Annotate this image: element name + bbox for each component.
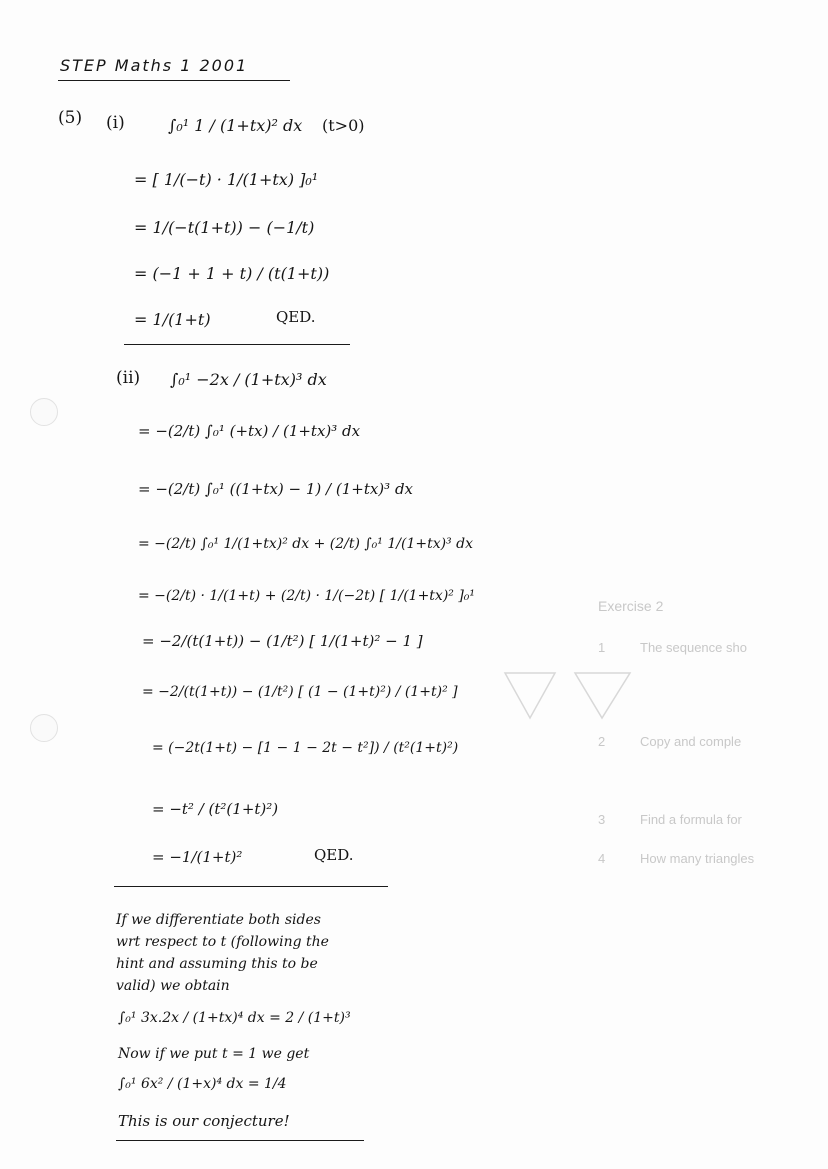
- part-i-step: = 1/(1+t): [134, 310, 211, 329]
- part-i-qed: QED.: [276, 308, 316, 326]
- punch-hole-bottom: [30, 714, 58, 742]
- ghost-item-text: The sequence sho: [640, 640, 747, 655]
- part-ii-qed: QED.: [314, 846, 354, 864]
- part-iii-text-line: hint and assuming this to be: [116, 956, 318, 972]
- part-ii-step: = −(2/t) · 1/(1+t) + (2/t) · 1/(−2t) [ 1/(1+tx)² ]₀¹: [138, 588, 476, 604]
- punch-hole-top: [30, 398, 58, 426]
- part-iii-text-line: If we differentiate both sides: [116, 912, 321, 928]
- part-i-integral: ∫₀¹ 1 / (1+tx)² dx: [168, 116, 303, 135]
- page-title: STEP Maths 1 2001: [60, 56, 249, 75]
- ghost-item-text: Copy and comple: [640, 734, 742, 749]
- part-iii-divider: [116, 1140, 364, 1141]
- part-ii-step: = −2/(t(1+t)) − (1/t²) [ (1 − (1+t)²) / (1+t)² ]: [142, 684, 458, 700]
- part-i-condition: (t>0): [322, 116, 365, 135]
- part-ii-integral: ∫₀¹ −2x / (1+tx)³ dx: [170, 370, 327, 389]
- part-ii-step: = −1/(1+t)²: [152, 848, 243, 866]
- part-i-divider: [124, 344, 350, 345]
- part-ii-step: = −t² / (t²(1+t)²): [152, 800, 279, 818]
- part-iii-result: ∫₀¹ 3x.2x / (1+tx)⁴ dx = 2 / (1+t)³: [118, 1010, 351, 1026]
- ghost-item-number: 3: [598, 812, 606, 827]
- part-iii-text-line: valid) we obtain: [116, 978, 230, 994]
- ghost-item-number: 2: [598, 734, 606, 749]
- part-ii-step: = −2/(t(1+t)) − (1/t²) [ 1/(1+t)² − 1 ]: [142, 632, 423, 650]
- ghost-item-text: How many triangles: [640, 851, 755, 866]
- part-ii-step: = −(2/t) ∫₀¹ 1/(1+tx)² dx + (2/t) ∫₀¹ 1/(1+tx)³ dx: [138, 536, 473, 552]
- part-ii-label: (ii): [116, 368, 141, 388]
- part-iii-conclusion: This is our conjecture!: [118, 1112, 290, 1130]
- ghost-exercise-heading: Exercise 2: [598, 598, 664, 614]
- ghost-triangles-figure: [495, 668, 635, 728]
- part-i-step: = [ 1/(−t) · 1/(1+tx) ]₀¹: [134, 170, 319, 189]
- title-underline: [58, 80, 290, 81]
- ghost-item-number: 1: [598, 640, 606, 655]
- question-number: (5): [58, 108, 83, 128]
- part-ii-step: = (−2t(1+t) − [1 − 1 − 2t − t²]) / (t²(1+t)²): [152, 740, 459, 756]
- part-i-step: = (−1 + 1 + t) / (t(1+t)): [134, 264, 330, 283]
- ghost-item-number: 4: [598, 851, 606, 866]
- part-iii-putting: Now if we put t = 1 we get: [118, 1046, 310, 1062]
- part-iii-final: ∫₀¹ 6x² / (1+x)⁴ dx = 1/4: [118, 1076, 287, 1092]
- part-ii-step: = −(2/t) ∫₀¹ (+tx) / (1+tx)³ dx: [138, 422, 361, 440]
- part-iii-text-line: wrt respect to t (following the: [116, 934, 329, 950]
- part-i-label: (i): [106, 113, 125, 133]
- part-i-step: = 1/(−t(1+t)) − (−1/t): [134, 218, 315, 237]
- part-ii-step: = −(2/t) ∫₀¹ ((1+tx) − 1) / (1+tx)³ dx: [138, 480, 414, 498]
- ghost-item-text: Find a formula for: [640, 812, 742, 827]
- part-ii-divider: [114, 886, 388, 887]
